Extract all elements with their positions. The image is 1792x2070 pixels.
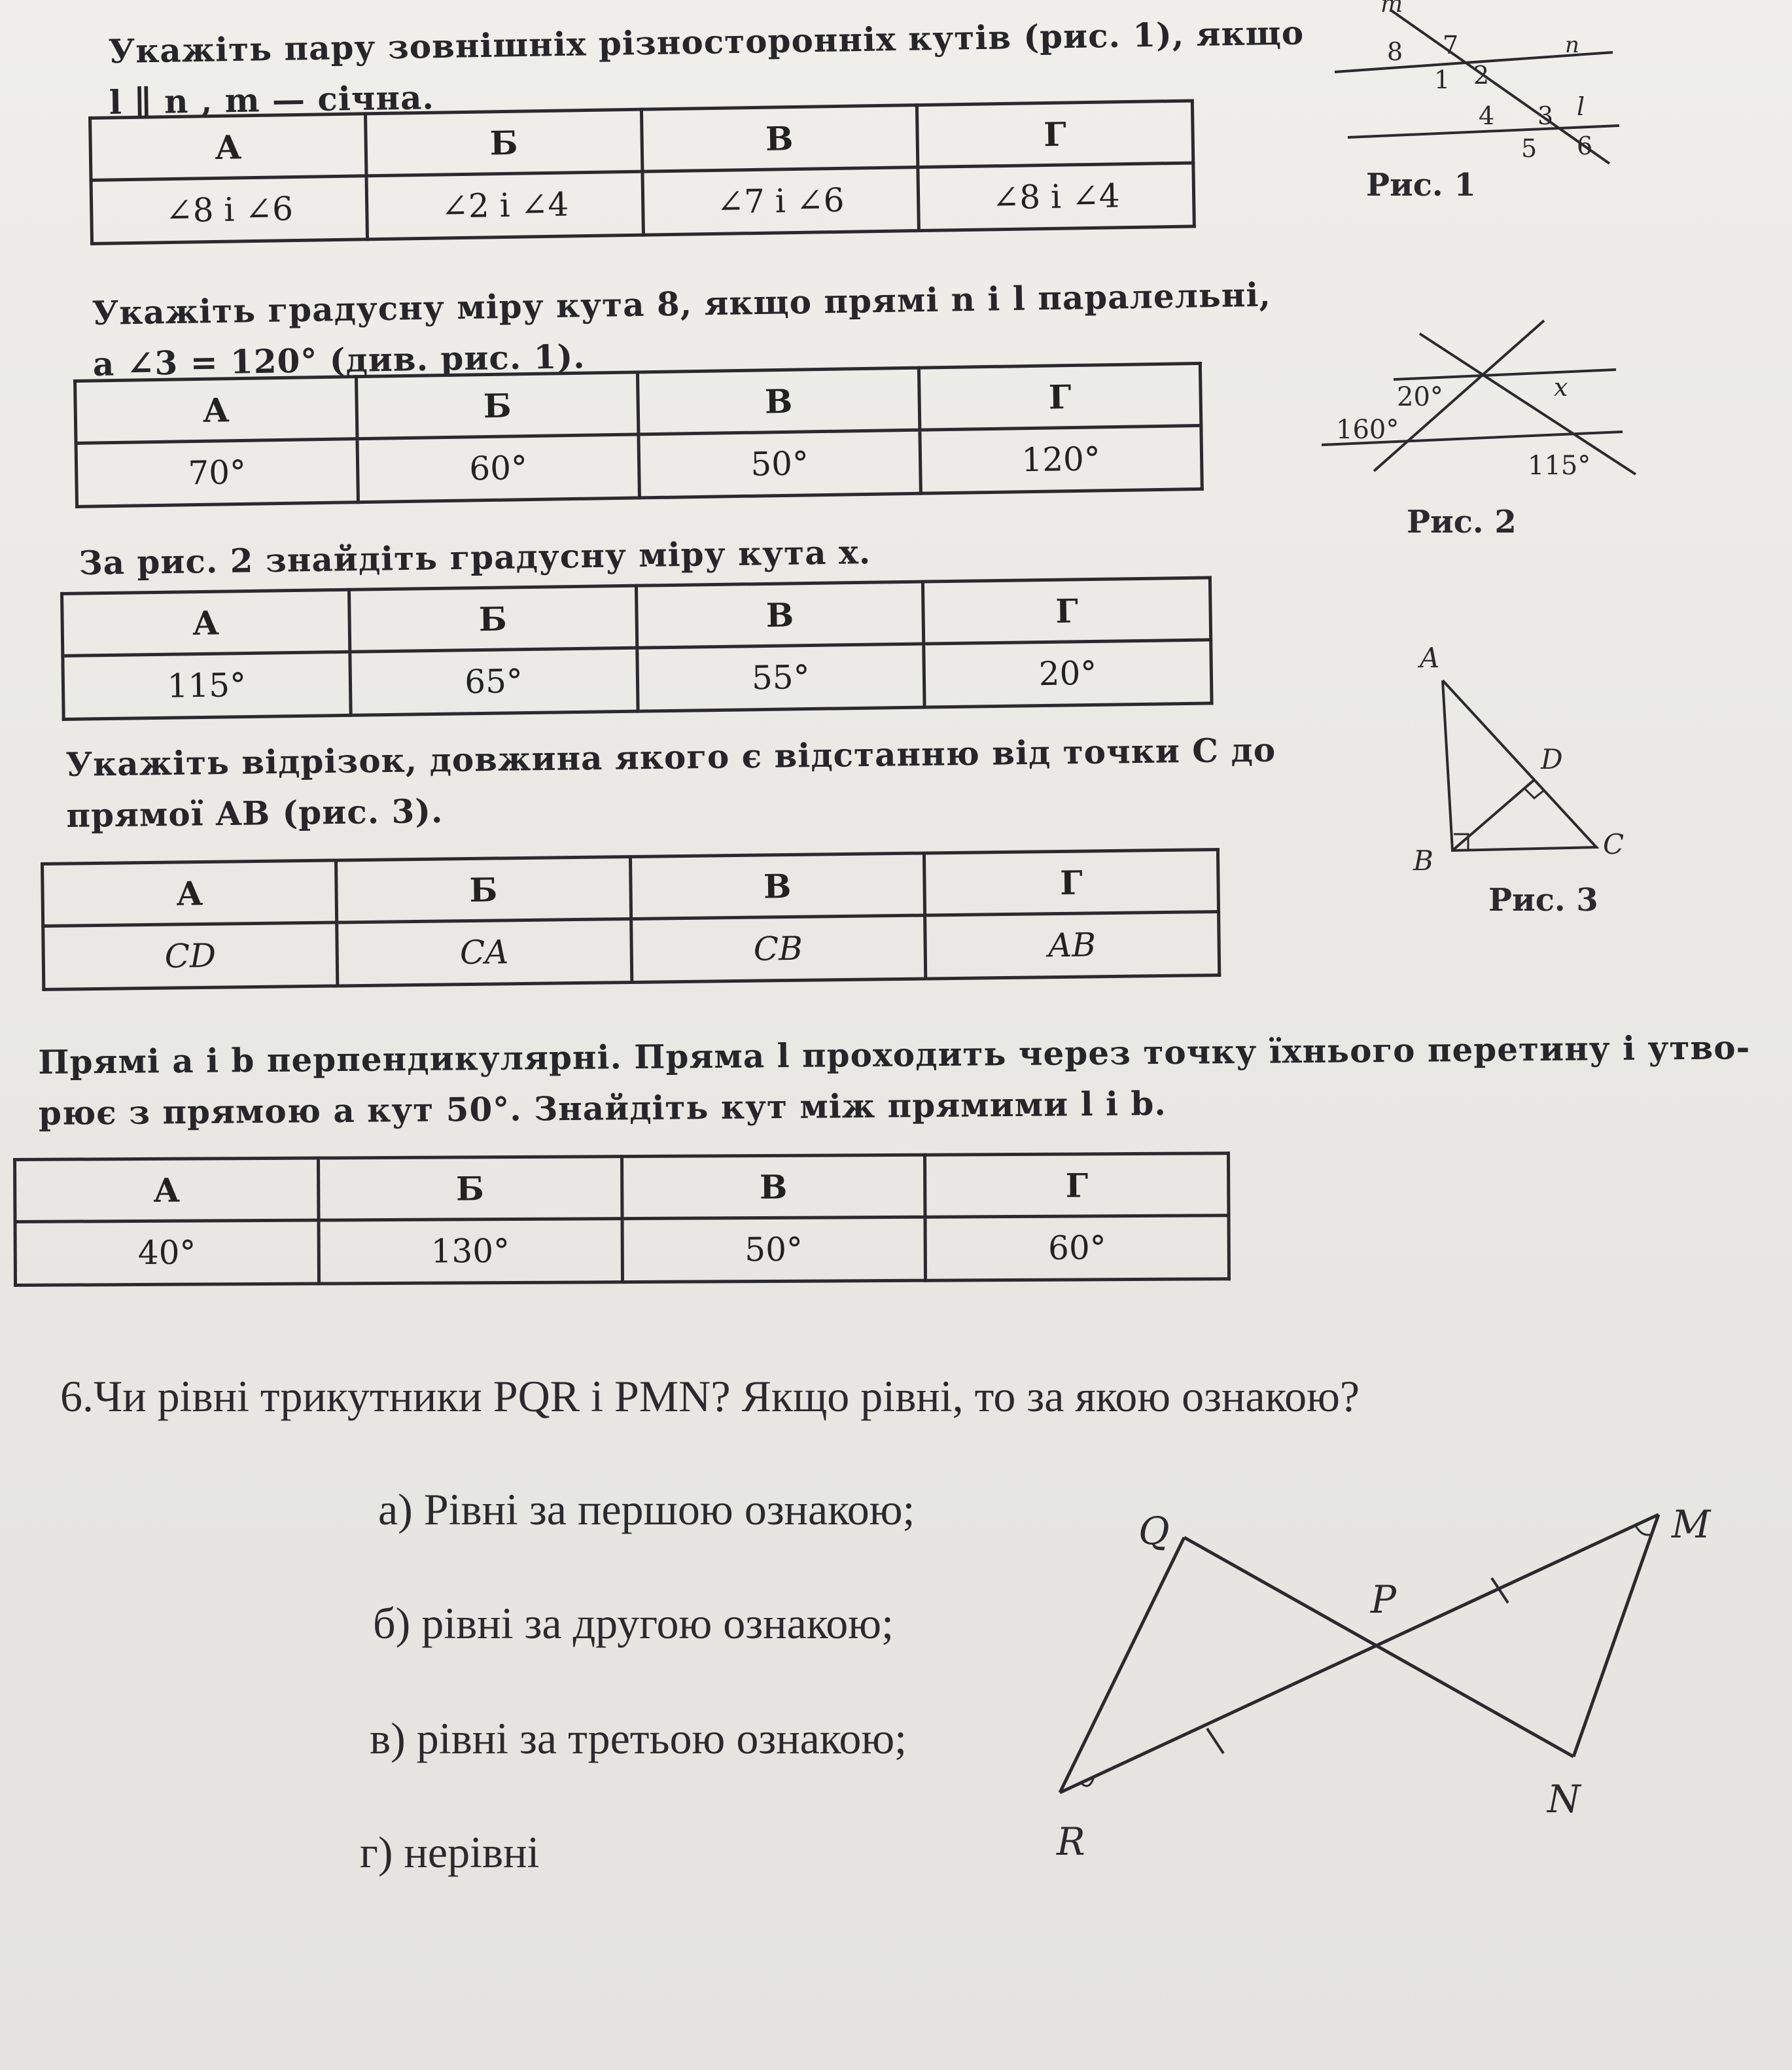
q3-option-v[interactable]: 55° <box>637 644 924 711</box>
question-1-line-2: l ∥ n , m — січна. <box>109 78 435 122</box>
q6-option-b[interactable]: б) рівні за другою ознакою; <box>373 1598 894 1648</box>
q3-option-a[interactable]: 115° <box>63 652 351 719</box>
q4-header-g: Г <box>924 850 1218 915</box>
segment-qr <box>1060 1537 1184 1793</box>
figure-1 <box>1322 0 1636 170</box>
label-160-deg: 160° <box>1336 415 1399 445</box>
figure-2-diagram <box>1322 307 1662 497</box>
q6-option-v[interactable]: в) рівні за третьою ознакою; <box>370 1713 907 1763</box>
q2-option-a[interactable]: 70° <box>76 439 358 507</box>
q2-option-v[interactable]: 50° <box>639 430 921 498</box>
label-a: A <box>1420 642 1440 674</box>
label-angle-2: 2 <box>1473 61 1490 90</box>
q5-header-g: Г <box>925 1153 1229 1217</box>
q4-option-g[interactable]: AB <box>924 912 1219 979</box>
q1-option-g[interactable]: ∠8 і ∠4 <box>918 163 1195 231</box>
label-b: B <box>1413 845 1433 877</box>
triangle-abc <box>1443 680 1596 851</box>
q2-header-b: Б <box>356 372 638 439</box>
segment-qn <box>1184 1537 1573 1757</box>
question-6-text: 6.Чи рівні трикутники PQR і PMN? Якщо рівні, то за якою ознакою? <box>60 1371 1360 1421</box>
label-m: m <box>1380 0 1403 18</box>
label-r: R <box>1057 1819 1085 1864</box>
question-3-line-1: За рис. 2 знайдіть градусну міру кута x. <box>79 533 871 582</box>
label-angle-5: 5 <box>1521 134 1537 163</box>
q2-option-g[interactable]: 120° <box>920 425 1202 493</box>
q6-option-a[interactable]: а) Рівні за першою ознакою; <box>378 1484 915 1534</box>
question-5-answer-table <box>13 1151 1231 1287</box>
right-angle-mark-d <box>1524 788 1544 798</box>
q5-option-b[interactable]: 130° <box>319 1219 622 1284</box>
q3-header-g: Г <box>923 578 1211 644</box>
fig2-parallel-top <box>1394 370 1616 379</box>
question-1-line-1: Укажіть пару зовнішніх різносторонніх кутів (рис. 1), якщо <box>108 13 1305 71</box>
q1-option-a[interactable]: ∠8 і ∠6 <box>91 176 368 244</box>
q1-header-g: Г <box>917 101 1193 167</box>
angle-mark-m <box>1636 1526 1652 1535</box>
q5-option-v[interactable]: 50° <box>622 1217 925 1282</box>
question-5-line-1: Прямі a і b перпендикулярні. Пряма l проходить через точку їхнього перетину і утво- <box>38 1028 1751 1081</box>
q3-header-v: В <box>636 582 924 648</box>
question-4-answer-table <box>41 848 1221 991</box>
question-5-text <box>38 1022 1751 1139</box>
label-angle-7: 7 <box>1443 31 1459 60</box>
label-n-point: N <box>1547 1777 1581 1821</box>
figure-2 <box>1322 307 1662 497</box>
q5-header-a: А <box>15 1158 319 1221</box>
q1-header-v: В <box>641 105 918 172</box>
q2-header-a: А <box>75 377 357 444</box>
figure-3-diagram <box>1400 635 1636 877</box>
question-3-answer-table <box>60 576 1214 721</box>
label-m-point: M <box>1672 1502 1711 1547</box>
label-angle-8: 8 <box>1387 37 1403 66</box>
figure-q6 <box>1034 1498 1721 1871</box>
q4-header-b: Б <box>336 856 631 922</box>
figure-q6-diagram <box>1034 1498 1721 1871</box>
q5-header-v: В <box>622 1155 925 1218</box>
q1-header-b: Б <box>366 109 642 176</box>
figure-1-diagram <box>1322 0 1636 170</box>
label-p: P <box>1371 1577 1397 1622</box>
altitude-bd <box>1452 780 1534 851</box>
question-4-line-2: прямої AB (рис. 3). <box>66 791 444 835</box>
question-2-line-1: Укажіть градусну міру кута 8, якщо прямі n і l паралельні, <box>92 275 1272 332</box>
label-20-deg: 20° <box>1397 382 1443 412</box>
label-n: n <box>1565 32 1579 58</box>
label-x: x <box>1554 373 1568 402</box>
figure-3 <box>1400 635 1636 877</box>
label-c: C <box>1603 828 1625 860</box>
q2-header-v: В <box>637 368 919 434</box>
q5-header-b: Б <box>318 1157 622 1220</box>
q1-header-a: А <box>90 114 367 181</box>
question-2-answer-table <box>73 362 1204 508</box>
q3-header-b: Б <box>349 586 637 652</box>
q4-option-v[interactable]: CB <box>631 915 925 982</box>
figure-2-caption: Рис. 2 <box>1407 504 1517 540</box>
label-d: D <box>1541 743 1563 775</box>
q1-option-v[interactable]: ∠7 і ∠6 <box>642 167 919 236</box>
segment-mn <box>1573 1515 1659 1757</box>
question-1-answer-table <box>88 99 1196 245</box>
q4-option-b[interactable]: CA <box>337 919 631 985</box>
q3-option-g[interactable]: 20° <box>924 640 1212 707</box>
q3-header-a: А <box>62 589 350 656</box>
label-angle-6: 6 <box>1577 132 1593 160</box>
q5-option-g[interactable]: 60° <box>925 1216 1229 1280</box>
label-angle-1: 1 <box>1434 65 1450 94</box>
q4-header-a: А <box>43 860 337 926</box>
figure-3-caption: Рис. 3 <box>1488 882 1598 919</box>
figure-1-caption: Рис. 1 <box>1366 167 1476 203</box>
q4-option-a[interactable]: CD <box>43 922 338 989</box>
segment-rm <box>1060 1515 1659 1793</box>
q2-header-g: Г <box>919 363 1201 430</box>
question-4-line-1: Укажіть відрізок, довжина якого є відстанню від точки C до <box>65 730 1276 784</box>
tick-mark-rp <box>1207 1728 1223 1753</box>
q3-option-b[interactable]: 65° <box>350 648 638 715</box>
label-angle-4: 4 <box>1479 101 1495 130</box>
q5-option-a[interactable]: 40° <box>15 1220 319 1285</box>
q6-option-g[interactable]: г) нерівні <box>360 1827 540 1877</box>
label-115-deg: 115° <box>1528 451 1591 481</box>
label-angle-3: 3 <box>1537 101 1554 130</box>
label-q: Q <box>1138 1509 1170 1553</box>
question-5-line-2: рює з прямою a кут 50°. Знайдіть кут між прямими l і b. <box>38 1083 1167 1132</box>
question-3-text <box>79 527 871 589</box>
label-l: l <box>1577 92 1585 121</box>
q1-option-b[interactable]: ∠2 і ∠4 <box>366 171 643 239</box>
question-4-text <box>65 724 1277 841</box>
question-2-line-2: а ∠3 = 120° (див. рис. 1). <box>92 337 586 383</box>
q2-option-b[interactable]: 60° <box>357 434 639 502</box>
q4-header-v: В <box>630 853 924 919</box>
